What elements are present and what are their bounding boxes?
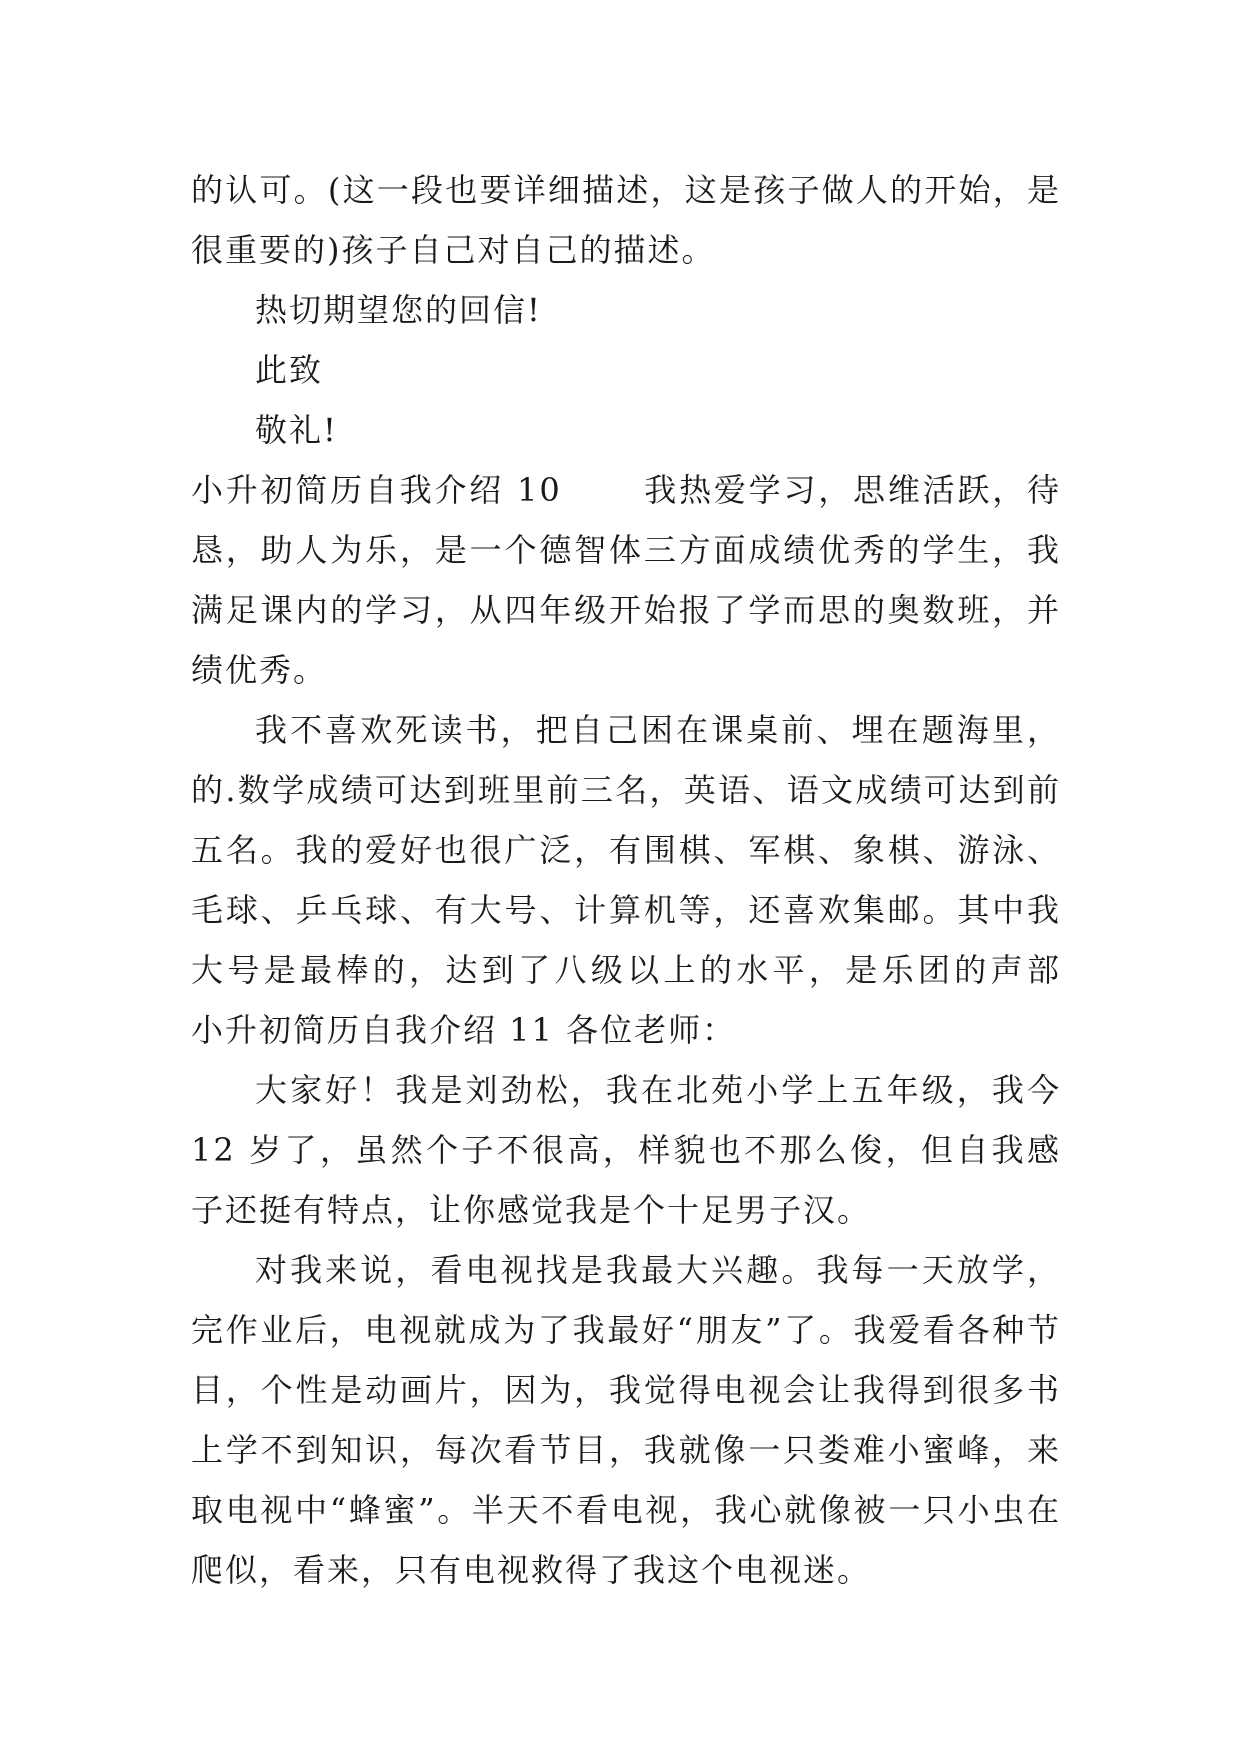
- text-line: 爬似，看来，只有电视救得了我这个电视迷。: [191, 1551, 872, 1589]
- text-line: 大号是最棒的，达到了八级以上的水平，是乐团的声部: [191, 951, 1061, 989]
- text-line: 大家好！我是刘劲松，我在北苑小学上五年级，我今: [255, 1071, 1061, 1109]
- text-line: 对我来说，看电视找是我最大兴趣。我每一天放学，: [255, 1251, 1061, 1289]
- section-heading-line: 小升初简历自我介绍 11 各位老师：: [191, 1011, 737, 1049]
- text-line: 恳，助人为乐，是一个德智体三方面成绩优秀的学生，我: [191, 531, 1061, 569]
- text-line: 敬礼!: [255, 411, 338, 449]
- text-line: 的.数学成绩可达到班里前三名，英语、语文成绩可达到前: [191, 771, 1061, 809]
- text-line: 满足课内的学习，从四年级开始报了学而思的奥数班，并: [191, 591, 1061, 629]
- text-line: 上学不到知识，每次看节目，我就像一只娄难小蜜峰，来: [191, 1431, 1061, 1469]
- text-line: 子还挺有特点，让你感觉我是个十足男子汉。: [191, 1191, 872, 1229]
- text-line: 目，个性是动画片，因为，我觉得电视会让我得到很多书: [191, 1371, 1061, 1409]
- text-line: 取电视中“蜂蜜”。半天不看电视，我心就像被一只小虫在: [191, 1491, 1061, 1529]
- text-line: 毛球、乒乓球、有大号、计算机等，还喜欢集邮。其中我: [191, 891, 1061, 929]
- text-line: 此致: [255, 351, 324, 389]
- text-line: 的认可。(这一段也要详细描述，这是孩子做人的开始，是: [191, 171, 1061, 209]
- text-line: 很重要的)孩子自己对自己的描述。: [191, 231, 716, 269]
- text-line: 我不喜欢死读书，把自己困在课桌前、埋在题海里，: [255, 711, 1061, 749]
- text-line: 绩优秀。: [191, 651, 328, 689]
- section-heading-line: 小升初简历自我介绍 10 我热爱学习，思维活跃，待: [191, 471, 1061, 509]
- text-line: 热切期望您的回信!: [255, 291, 542, 329]
- text-line: 12 岁了，虽然个子不很高，样貌也不那么俊，但自我感: [191, 1131, 1061, 1169]
- document-page: [191, 160, 1061, 1600]
- text-line: 完作业后，电视就成为了我最好“朋友”了。我爱看各种节: [191, 1311, 1061, 1349]
- text-line: 五名。我的爱好也很广泛，有围棋、军棋、象棋、游泳、: [191, 831, 1061, 869]
